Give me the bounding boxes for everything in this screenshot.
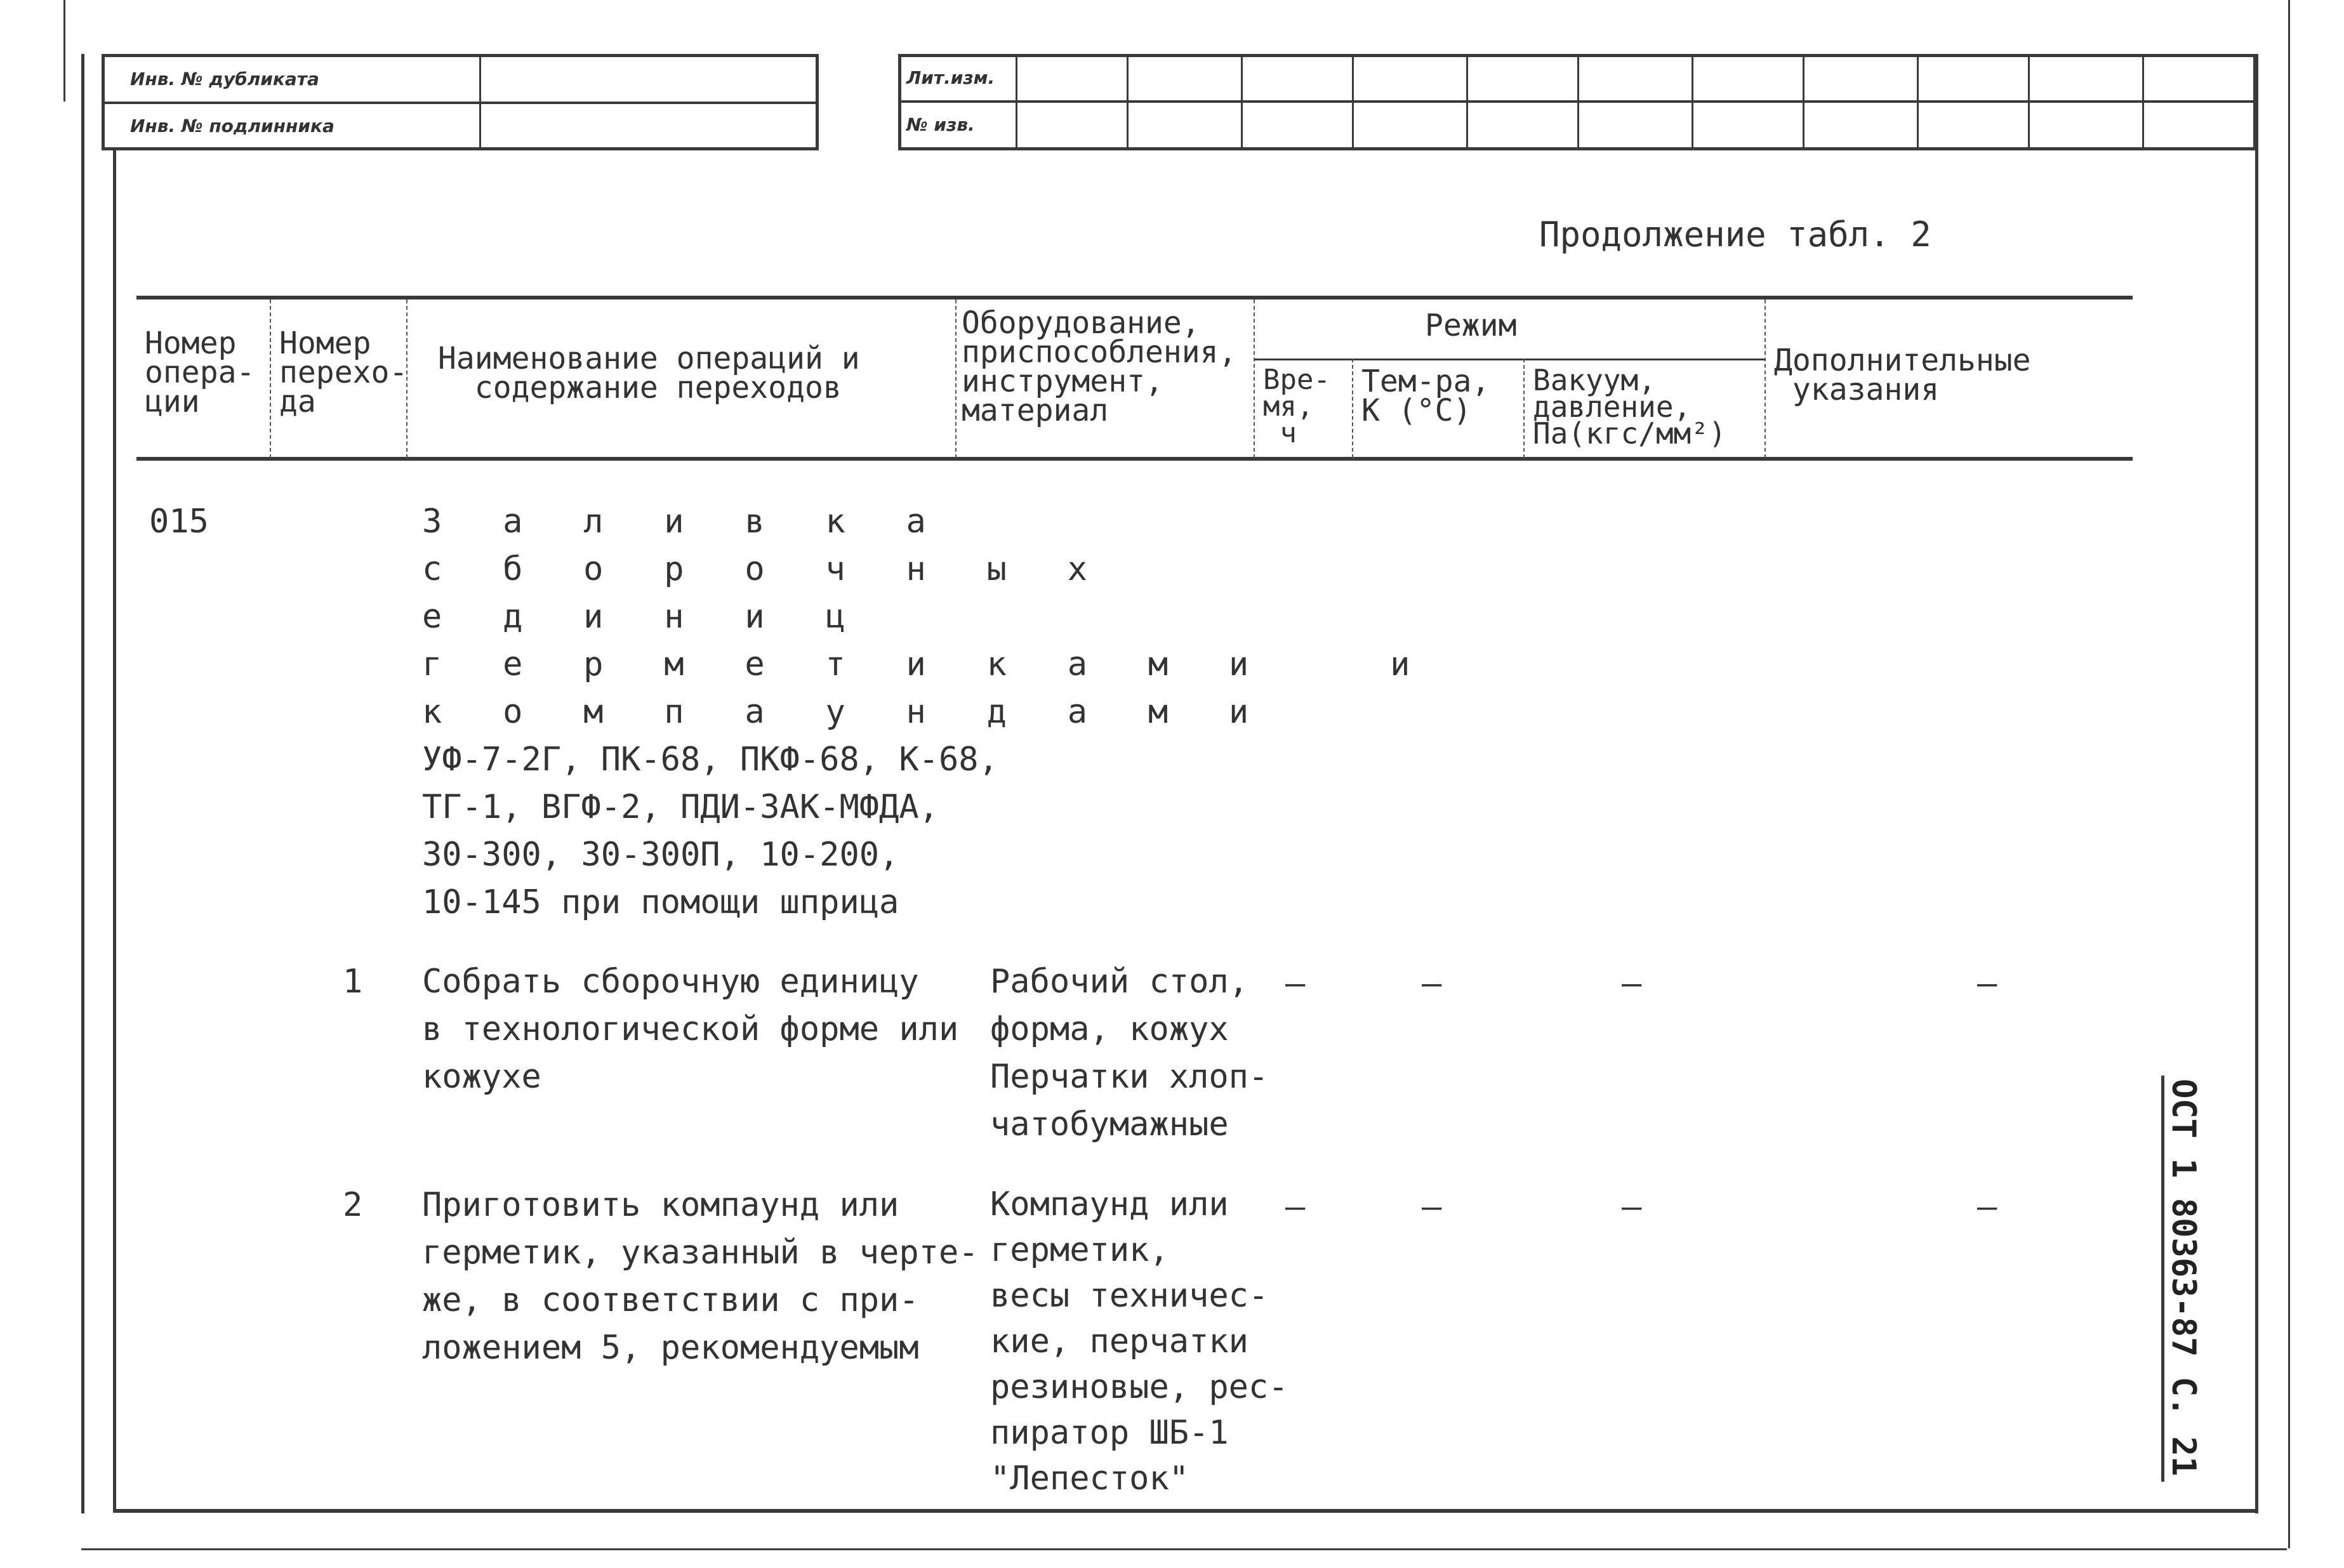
header-op-number: Номер опера- ции [145, 326, 255, 419]
frame-left [81, 54, 84, 1513]
step-equipment: Рабочий стол, форма, кожух Перчатки хлоп- чатобумажные [990, 963, 1269, 1143]
inv-dup-label: Инв. № дубликата [130, 69, 319, 89]
header-mode: Режим [1425, 308, 1517, 343]
step-pressure: – [1622, 1188, 1642, 1226]
header-pressure: Вакуум, давление, Па(кгс/мм²) [1533, 363, 1726, 451]
step-temperature: – [1422, 1188, 1442, 1226]
no-izv-label: № изв. [906, 114, 975, 135]
step-content: Приготовить компаунд или герметик, указанный в черте- же, в соответствии с при- ложением 5, рекомендуемым [422, 1186, 979, 1367]
step-notes: – [1977, 1188, 1997, 1226]
step-pressure: – [1622, 965, 1642, 1003]
frame-bottom [113, 1509, 2258, 1513]
header-notes: Дополнительные указания [1774, 343, 2031, 407]
frame-right [2255, 54, 2258, 1513]
step-number: 2 [343, 1186, 363, 1224]
step-notes: – [1977, 965, 1997, 1003]
header-temperature: Тем-ра, К (°С) [1361, 364, 1490, 428]
sheet-edge-right [2288, 0, 2290, 1548]
step-temperature: – [1422, 965, 1442, 1003]
continuation-caption: Продолжение табл. 2 [1539, 214, 1931, 254]
lit-label: Лит.изм. [906, 67, 995, 88]
operation-title-materials: УФ-7-2Г, ПК-68, ПКФ-68, К-68, ТГ-1, ВГФ-2, ПДИ-ЗАК-МФДА, 30-300, 30-300П, 10-200, 10-145 при помощи шприца [422, 741, 998, 921]
inner-left [113, 147, 116, 1512]
header-operation-name: Наименование операций и содержание переходов [438, 341, 860, 405]
sheet-edge-left [63, 0, 65, 102]
inv-orig-label: Инв. № подлинника [130, 115, 334, 136]
side-reference: ОСТ 1 80363-87 С. 21 [2164, 1079, 2202, 1477]
step-time: – [1285, 965, 1306, 1003]
step-time: – [1285, 1188, 1306, 1226]
header-equipment: Оборудование, приспособления, инструмент, материал [962, 305, 1237, 428]
frame-bottom-outer [81, 1548, 2287, 1550]
operation-number: 015 [149, 503, 209, 541]
step-equipment: Компаунд или герметик, весы техничес- кие, перчатки резиновые, рес- пиратор ШБ-1 "Лепесток" [990, 1185, 1288, 1498]
step-content: Собрать сборочную единицу в технологической форме или кожухе [422, 963, 959, 1096]
step-number: 1 [343, 963, 363, 1001]
header-time: Вре- мя, ч [1263, 364, 1330, 449]
operation-title-spaced: З а л и в к а с б о р о ч н ы х е д и н и ц г е р м е т и к а м и и к о м п а у н д а м и [422, 503, 1431, 731]
header-step-number: Номер перехо- да [279, 326, 408, 419]
